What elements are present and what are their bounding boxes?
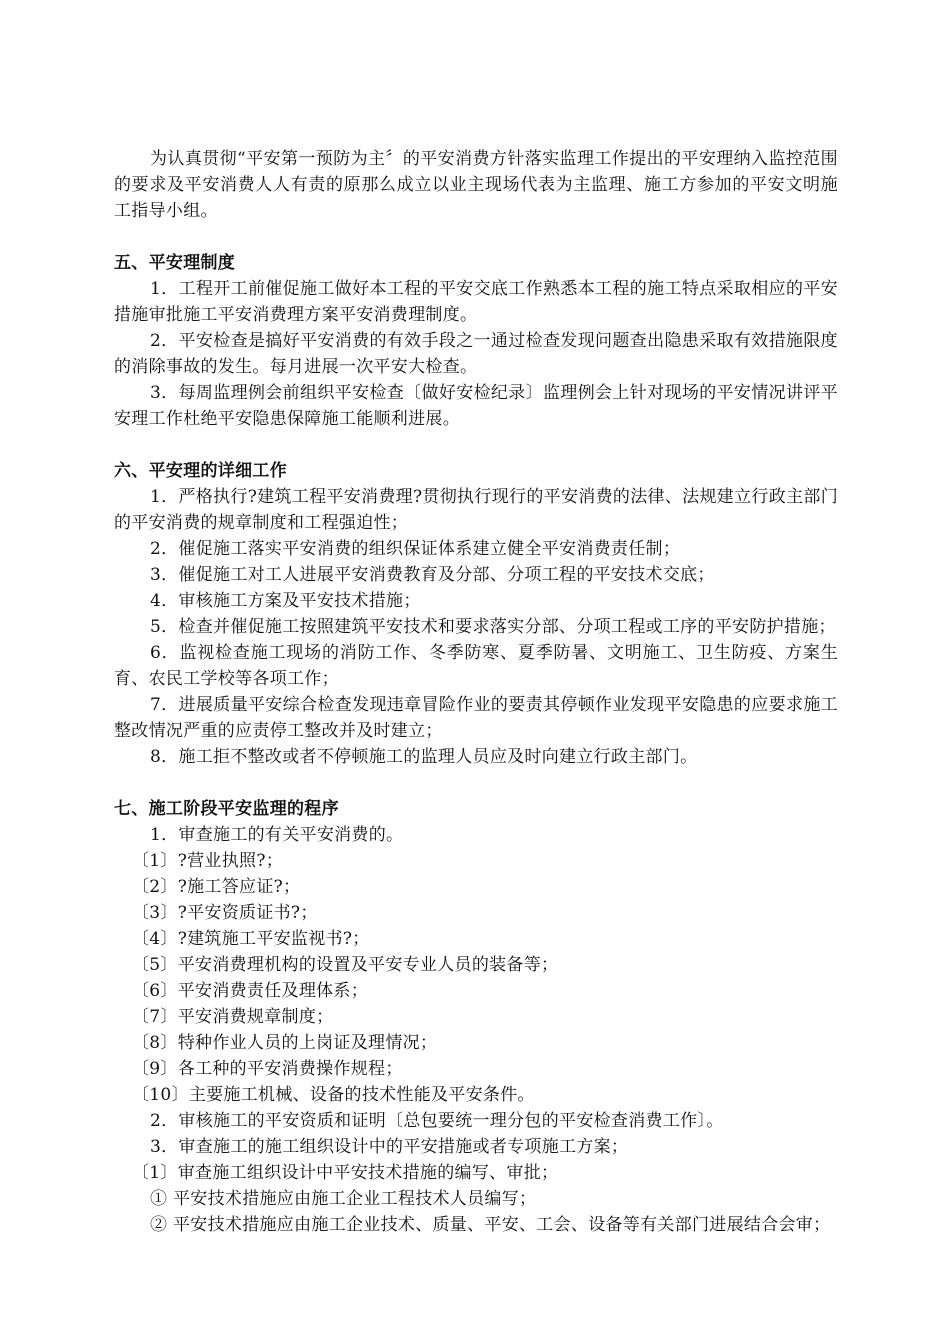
section5-heading: 五、平安理制度 xyxy=(114,253,236,273)
section7-subitem-1: 〔1〕?营业执照?； xyxy=(132,851,284,871)
section6-item-3: 3．催促施工对工人进展平安消费教育及分部、分项工程的平安技术交底； xyxy=(150,565,715,585)
spacer xyxy=(114,770,838,796)
section7-subitem-6: 〔6〕平安消费责任及理体系； xyxy=(132,981,369,1001)
section7-item-3: 3．审查施工的施工组织设计中的平安措施或者专项施工方案； xyxy=(150,1137,629,1157)
section6-heading: 六、平安理的详细工作 xyxy=(114,461,287,481)
section6-item-5: 5．检查并催促施工按照建筑平安技术和要求落实分部、分项工程或工序的平安防护措施； xyxy=(150,617,836,637)
section6-item-8: 8．施工拒不整改或者不停顿施工的监理人员应及时向建立行政主部门。 xyxy=(150,747,698,767)
section7-item3-subitem-1: 〔1〕审查施工组织设计中平安技术措施的编写、审批； xyxy=(132,1163,559,1183)
section7-subitem-8: 〔8〕特种作业人员的上岗证及理情况； xyxy=(132,1033,438,1053)
section6-item-4: 4．审核施工方案及平安技术措施； xyxy=(150,591,421,611)
section5-item-3: 3．每周监理例会前组织平安检查〔做好安检纪录〕监理例会上针对现场的平安情况讲评平安理工作杜绝平安隐患保障施工能顺利进展。 xyxy=(114,383,838,429)
section7-subitem-10: 〔10〕主要施工机械、设备的技术性能及平安条件。 xyxy=(132,1085,535,1105)
section5-item-1: 1．工程开工前催促施工做好本工程的平安交底工作熟悉本工程的施工特点采取相应的平安措施审批施工平安消费理方案平安消费理制度。 xyxy=(114,279,838,325)
section7-subitem-7: 〔7〕平安消费规章制度； xyxy=(132,1007,334,1027)
section5-item-2: 2．平安检查是搞好平安消费的有效手段之一通过检查发现问题查出隐患采取有效措施限度的消除事故的发生。每月进展一次平安大检查。 xyxy=(114,331,838,377)
section6-item-1: 1．严格执行?建筑工程平安消费理?贯彻执行现行的平安消费的法律、法规建立行政主部门的平安消费的规章制度和工程强迫性； xyxy=(114,487,838,533)
document-body xyxy=(114,146,838,1238)
section7-subitem-2: 〔2〕?施工答应证?； xyxy=(132,877,301,897)
section6-item-6: 6．监视检查施工现场的消防工作、冬季防寒、夏季防暑、文明施工、卫生防疫、方案生育、农民工学校等各项工作； xyxy=(114,643,838,689)
section7-subitem-9: 〔9〕各工种的平安消费操作规程； xyxy=(132,1059,403,1079)
spacer xyxy=(114,224,838,250)
spacer xyxy=(114,432,838,458)
section7-circled-item-1: ① 平安技术措施应由施工企业工程技术人员编写； xyxy=(150,1189,537,1209)
section7-item-2: 2．审核施工的平安资质和证明〔总包要统一理分包的平安检查消费工作〕。 xyxy=(150,1111,724,1131)
intro-paragraph: 为认真贯彻“平安第一预防为主〞的平安消费方针落实监理工作提出的平安理纳入监控范围的要求及平安消费人人有责的原那么成立以业主现场代表为主监理、施工方参加的平安文明施工指导小组。 xyxy=(114,149,838,221)
section7-subitem-3: 〔3〕?平安资质证书?； xyxy=(132,903,318,923)
section7-subitem-4: 〔4〕?建筑施工平安监视书?； xyxy=(132,929,370,949)
section7-subitem-5: 〔5〕平安消费理机构的设置及平安专业人员的装备等； xyxy=(132,955,559,975)
section7-circled-item-2: ② 平安技术措施应由施工企业技术、质量、平安、工会、设备等有关部门进展结合会审； xyxy=(150,1215,831,1235)
section6-item-2: 2．催促施工落实平安消费的组织保证体系建立健全平安消费责任制； xyxy=(150,539,681,559)
section6-item-7: 7．进展质量平安综合检查发现违章冒险作业的要责其停顿作业发现平安隐患的应要求施工整改情况严重的应责停工整改并及时建立； xyxy=(114,695,838,741)
section7-item-1: 1．审查施工的有关平安消费的。 xyxy=(150,825,404,845)
section7-heading: 七、施工阶段平安监理的程序 xyxy=(114,799,339,819)
